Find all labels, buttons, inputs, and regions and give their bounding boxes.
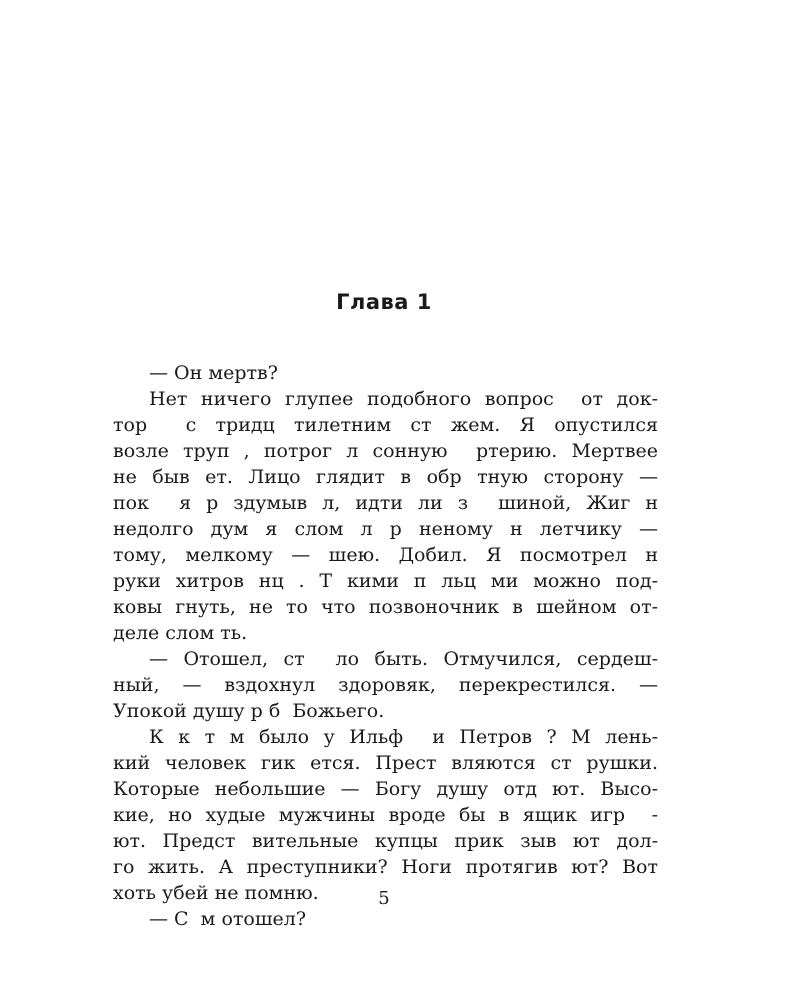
text-line: К к т м было у Ильф и Петров ? М лень-	[149, 726, 658, 748]
text-line: тому, мелкому — шею. Добил. Я посмотрел н	[113, 544, 658, 566]
text-line: кий человек гик ется. Прест вляются ст рушки.	[113, 752, 658, 774]
text-line: ют. Предст вительные купцы прик зыв ют дол-	[113, 830, 658, 852]
text-line: кие, но худые мужчины вроде бы в ящик игр -	[113, 804, 658, 826]
text-line: пок я р здумыв л, идти ли з шиной, Жиг н	[113, 492, 658, 514]
text-line: ковы гнуть, не то что позвоночник в шейном от-	[113, 596, 658, 618]
text-line: — С м отошел?	[149, 908, 307, 930]
text-line: возле труп , потрог л сонную ртерию. Мертвее	[113, 440, 658, 462]
text-line: го жить. А преступники? Ноги протягив ют? Вот	[113, 856, 658, 878]
text-line: недолго дум я слом л р неному н летчику —	[113, 518, 658, 540]
text-line: Которые небольшие — Богу душу отд ют. Высо-	[113, 778, 658, 800]
text-line: не быв ет. Лицо глядит в обр тную сторону —	[113, 466, 658, 488]
text-line: — Он мертв?	[149, 362, 278, 384]
text-line: хоть убей не помню.	[113, 882, 319, 904]
text-line: ный, — вздохнул здоровяк, перекрестился. —	[113, 674, 658, 696]
text-line: деле слом ть.	[113, 622, 248, 644]
text-line: Нет ничего глупее подобного вопрос от док-	[149, 388, 658, 410]
text-line: тор с тридц тилетним ст жем. Я опустился	[113, 414, 658, 436]
chapter-text	[113, 360, 658, 932]
text-line: — Отошел, ст ло быть. Отмучился, сердеш-	[149, 648, 658, 670]
chapter-title: Глава 1	[336, 290, 432, 314]
page-number: 5	[378, 888, 390, 909]
text-line: Упокой душу р б Божьего.	[113, 700, 385, 722]
text-line: руки хитров нц . Т кими п льц ми можно под-	[113, 570, 658, 592]
